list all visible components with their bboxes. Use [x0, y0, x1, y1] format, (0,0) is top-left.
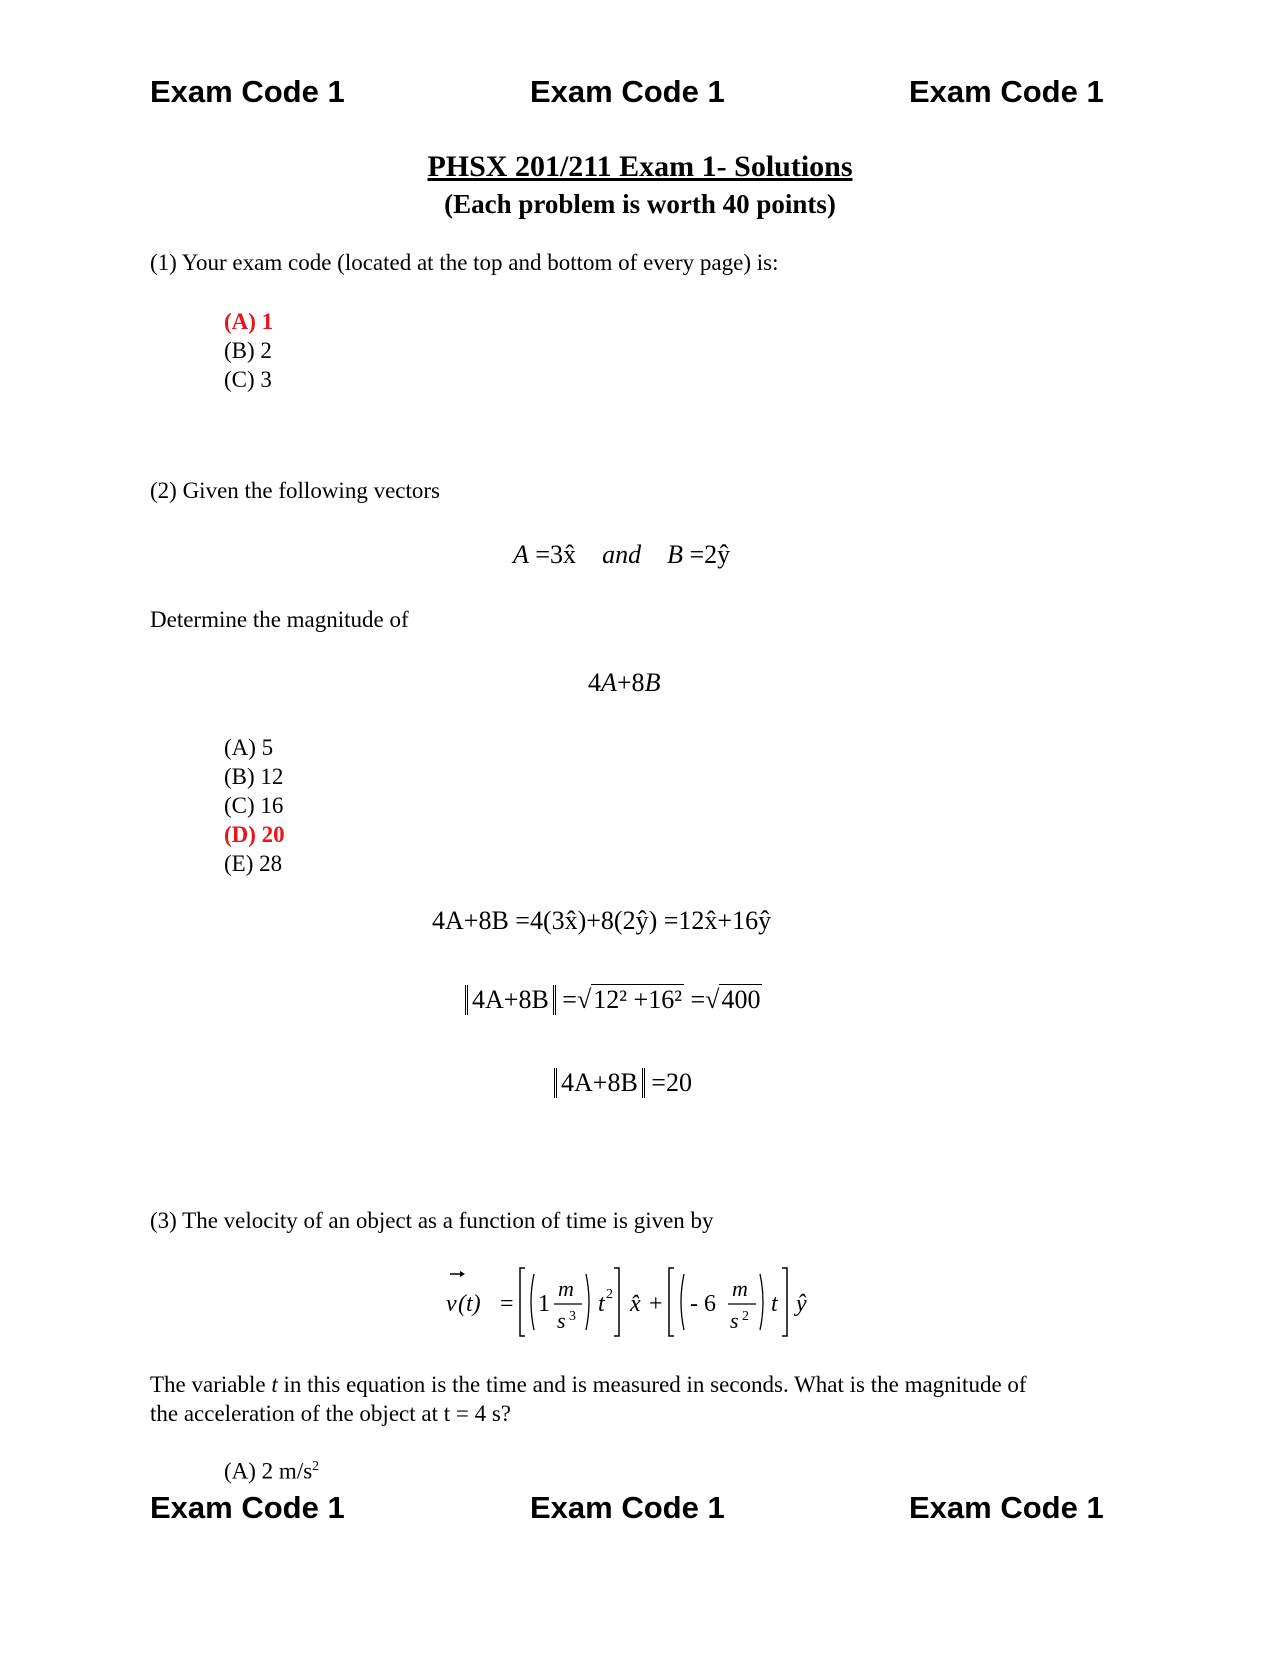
vector-a-symbol: A — [513, 540, 529, 569]
paren-left-1 — [531, 1274, 534, 1330]
vector-arrow-head — [460, 1271, 465, 1277]
norm-expression-result: 4A+8B — [554, 1068, 645, 1098]
q2-option-a: (A) 5 — [224, 735, 274, 760]
velocity-argument: (t) — [458, 1291, 481, 1317]
y-hat-unit: ŷ — [796, 1291, 807, 1317]
expr-plus: +8 — [616, 668, 645, 697]
q2-solution-line-1: 4A+8B =4(3x̂)+8(2ŷ) =12x̂+16ŷ — [432, 906, 772, 935]
coef-2: - 6 — [690, 1291, 716, 1317]
vector-b-value: =2ŷ — [689, 540, 731, 569]
q3-option-a-text: (A) 2 m/s — [224, 1458, 313, 1484]
header-exam-code-right: Exam Code 1 — [909, 74, 1104, 109]
footer-exam-code-left: Exam Code 1 — [150, 1490, 345, 1525]
q2-option-d-correct: (D) 20 — [224, 822, 285, 847]
radicand-2: 400 — [721, 985, 761, 1014]
paren-right-2 — [760, 1274, 763, 1330]
t-var-1-exponent: 2 — [606, 1287, 613, 1302]
expr-var-a: A — [601, 668, 617, 697]
question-1-text: (1) Your exam code (located at the top and bottom of every page) is: — [150, 250, 779, 275]
header-exam-code-center: Exam Code 1 — [530, 74, 725, 109]
q3-paragraph-line-1 — [150, 1372, 1027, 1398]
t-var-2: t — [771, 1291, 778, 1317]
q3-paragraph-part-2: in this equation is the time and is measured in seconds. What is the magnitude of — [277, 1372, 1027, 1397]
q2-solution-line-3 — [554, 1068, 692, 1098]
q3-paragraph-line-2: the acceleration of the object at t = 4 s? — [150, 1401, 512, 1426]
question-2-text: (2) Given the following vectors — [150, 478, 440, 503]
q3-variable-t: t — [271, 1372, 278, 1397]
fraction-1-denominator: s — [557, 1308, 566, 1333]
question-3-text: (3) The velocity of an object as a function of time is given by — [150, 1208, 714, 1233]
fraction-1-den-exponent: 3 — [569, 1309, 576, 1324]
q2-solution-line-2 — [465, 985, 762, 1015]
equals-sign: = — [562, 985, 577, 1014]
expr-var-b: B — [644, 668, 661, 697]
fraction-2-numerator: m — [732, 1276, 748, 1301]
paren-left-2 — [681, 1274, 684, 1330]
vector-a-value: =3x̂ — [535, 540, 577, 569]
question-2-options — [224, 733, 285, 878]
result-value: =20 — [651, 1068, 692, 1097]
page-subtitle: (Each problem is worth 40 points) — [444, 189, 836, 219]
equals-sign-2: = — [690, 985, 706, 1014]
plus-sign: + — [649, 1291, 663, 1317]
equation-equals: = — [500, 1291, 514, 1317]
and-word: and — [602, 540, 642, 569]
q1-option-b: (B) 2 — [224, 338, 272, 363]
q2-expression — [588, 668, 660, 698]
velocity-symbol: v — [446, 1291, 457, 1317]
q2-option-e: (E) 28 — [224, 851, 283, 876]
bracket-left-2 — [669, 1268, 674, 1336]
t-var-1: t — [598, 1291, 605, 1317]
paren-right-1 — [586, 1274, 589, 1330]
x-hat-unit: x̂ — [630, 1291, 641, 1317]
q1-option-c: (C) 3 — [224, 367, 272, 392]
footer-exam-code-center: Exam Code 1 — [530, 1490, 725, 1525]
sqrt-sign: √12² +16² — [576, 985, 682, 1014]
q1-option-a-correct: (A) 1 — [224, 309, 274, 334]
q3-paragraph-part-1: The variable — [150, 1372, 272, 1397]
bracket-right-1 — [614, 1268, 619, 1336]
fraction-2-denominator: s — [730, 1308, 739, 1333]
footer-exam-code-right: Exam Code 1 — [909, 1490, 1104, 1525]
q3-option-a — [224, 1458, 319, 1485]
coef-1: 1 — [538, 1291, 550, 1317]
expr-coef-1: 4 — [588, 668, 601, 697]
velocity-equation — [440, 1262, 840, 1344]
q2-option-c: (C) 16 — [224, 793, 284, 818]
vector-b-symbol: B — [667, 540, 683, 569]
fraction-1-numerator: m — [558, 1276, 574, 1301]
fraction-2-den-exponent: 2 — [742, 1309, 749, 1324]
bracket-right-2 — [782, 1268, 787, 1336]
question-1-options — [224, 307, 273, 394]
page-title: PHSX 201/211 Exam 1- Solutions — [427, 150, 853, 183]
q3-option-a-exponent: 2 — [312, 1458, 320, 1473]
sqrt-sign-2: √400 — [705, 985, 761, 1014]
norm-expression: 4A+8B — [465, 985, 556, 1015]
header-exam-code-left: Exam Code 1 — [150, 74, 345, 109]
radicand-1: 12² +16² — [593, 985, 682, 1014]
q2-determine-text: Determine the magnitude of — [150, 607, 409, 632]
q2-vectors-equation — [513, 540, 730, 570]
q2-option-b: (B) 12 — [224, 764, 284, 789]
bracket-left-1 — [520, 1268, 525, 1336]
